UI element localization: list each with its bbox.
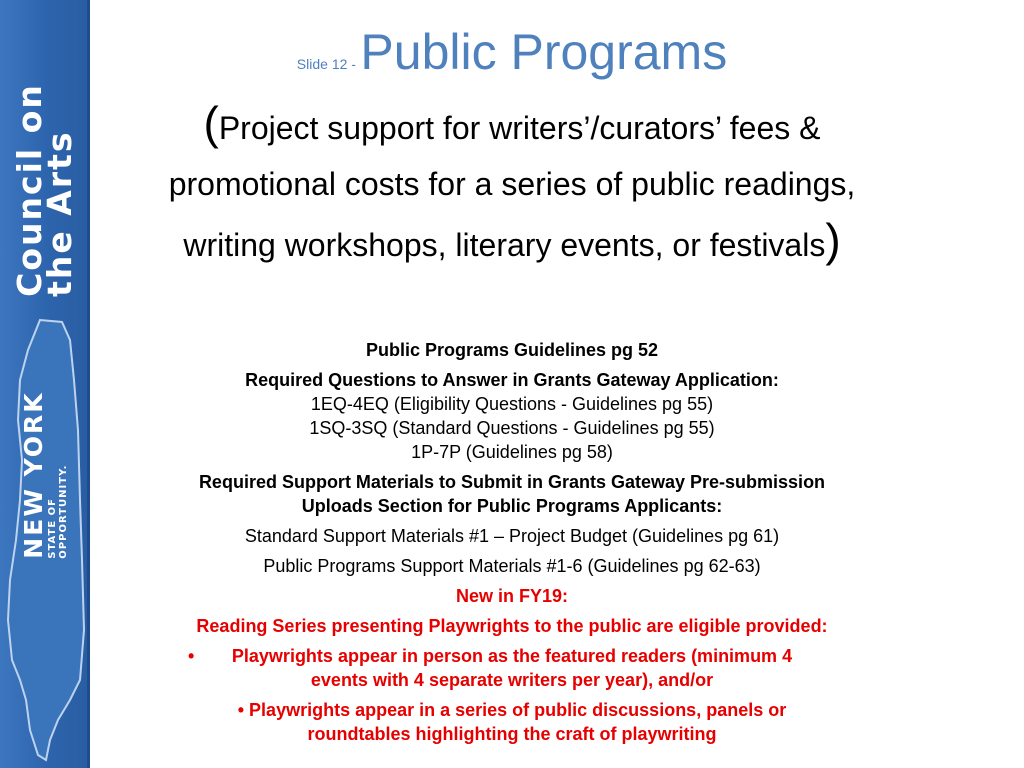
bullet-2-line-2: roundtables highlighting the craft of playwriting	[307, 724, 717, 744]
question-item-2: 1SQ-3SQ (Standard Questions - Guidelines pg 55)	[309, 418, 715, 438]
slide-number-label: Slide 12 -	[296, 56, 356, 72]
slide-title-area	[100, 22, 924, 273]
subtitle-line-3	[100, 212, 924, 273]
subtitle-line-1	[100, 95, 924, 156]
reading-series-text: Reading Series presenting Playwrights to the public are eligible provided:	[196, 616, 828, 636]
question-item-1: 1EQ-4EQ (Eligibility Questions - Guidelines pg 55)	[310, 394, 714, 414]
sidebar-logo-panel	[0, 0, 90, 768]
slide-body	[100, 338, 924, 746]
new-in-fy19-heading: New in FY19:	[455, 586, 569, 606]
subtitle-text-1: Project support for writers’/curators’ fees &	[218, 110, 821, 146]
materials-heading-line-1: Required Support Materials to Submit in Grants Gateway Pre-submission	[198, 472, 826, 492]
bullet-icon: •	[188, 646, 195, 666]
bullet-2-line-1: • Playwrights appear in a series of public discussions, panels or	[237, 700, 787, 720]
new-york-state-text	[21, 391, 69, 558]
material-item-1: Standard Support Materials #1 – Project Budget (Guidelines pg 61)	[244, 526, 780, 546]
title-row	[100, 22, 924, 95]
material-item-2: Public Programs Support Materials #1-6 (Guidelines pg 62-63)	[263, 556, 761, 576]
slide-subtitle	[100, 95, 924, 273]
state-tagline-1: STATE OF	[47, 498, 58, 559]
logo-line-2: the Arts	[40, 130, 79, 297]
page-title: Public Programs	[360, 24, 728, 80]
bullet-item-1	[100, 644, 924, 692]
state-tagline-2: OPPORTUNITY.	[58, 464, 69, 559]
logo-line-1: Council on	[10, 83, 49, 297]
subtitle-text-3: writing workshops, literary events, or festivals	[183, 227, 826, 263]
materials-heading-line-2: Uploads Section for Public Programs Applicants:	[301, 496, 723, 516]
state-name: NEW YORK	[19, 391, 48, 559]
council-logo-text	[10, 83, 79, 297]
guidelines-reference: Public Programs Guidelines pg 52	[365, 340, 659, 360]
bullet-1-line-1: Playwrights appear in person as the featured readers (minimum 4	[231, 646, 793, 666]
bullet-1-line-2: events with 4 separate writers per year), and/or	[310, 670, 714, 690]
question-item-3: 1P-7P (Guidelines pg 58)	[411, 442, 613, 462]
open-paren: (	[203, 97, 219, 149]
questions-heading: Required Questions to Answer in Grants Gateway Application:	[245, 370, 779, 390]
close-paren: )	[825, 214, 841, 266]
subtitle-line-2: promotional costs for a series of public readings,	[168, 166, 856, 202]
